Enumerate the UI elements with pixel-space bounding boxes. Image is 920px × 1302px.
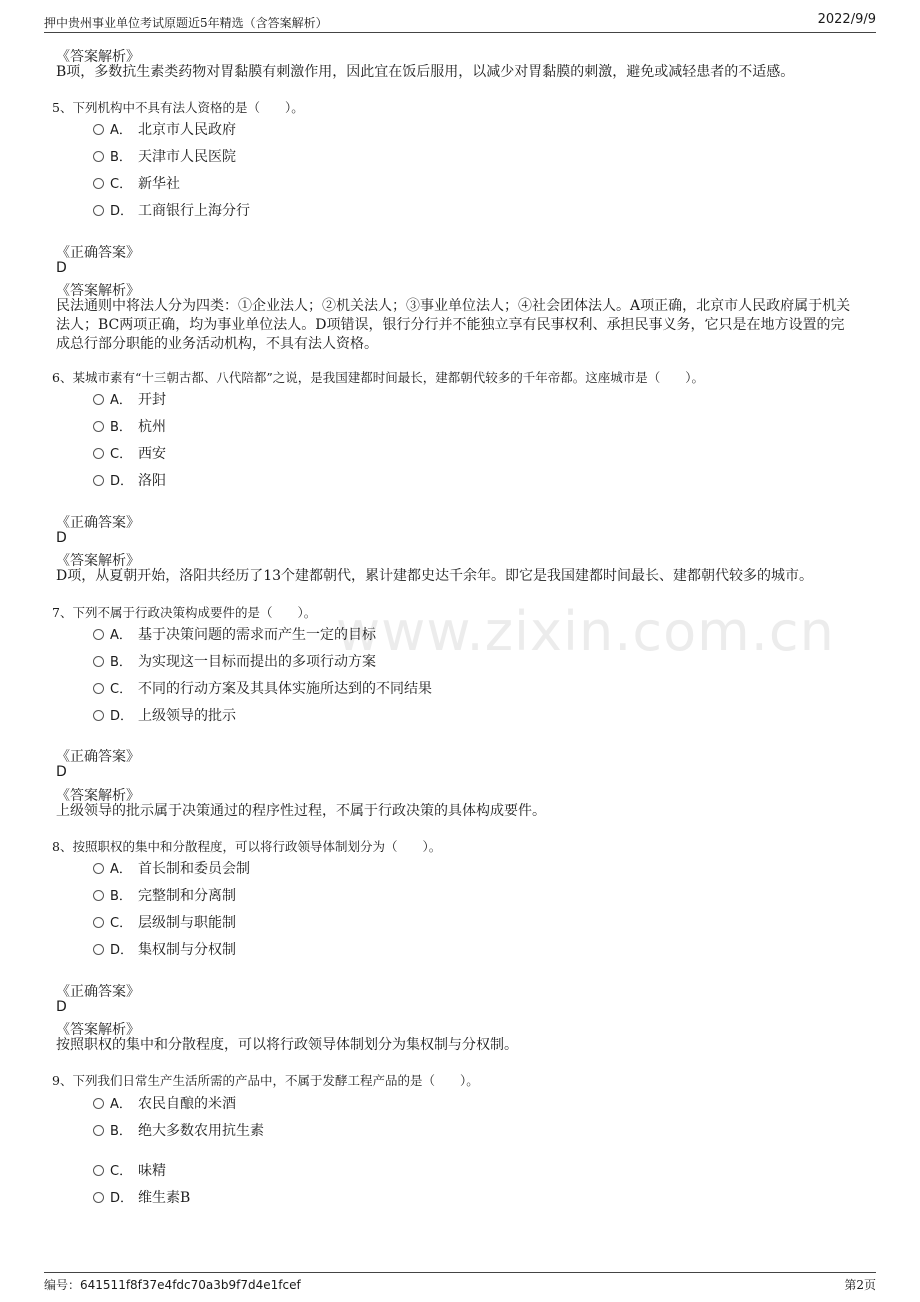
correct-answer-label: 《正确答案》 <box>56 515 140 531</box>
analysis-text: B项，多数抗生素类药物对胃黏膜有刺激作用，因此宜在饭后服用，以减少对胃黏膜的刺激，避免或减轻患者的不适感。 <box>56 64 795 80</box>
page-footer <box>44 1272 876 1293</box>
option-letter: B． <box>110 1124 132 1139</box>
option-letter: C． <box>110 1164 133 1179</box>
radio-icon[interactable] <box>93 944 104 955</box>
question-stem: 6、某城市素有“十三朝古都、八代陪都”之说，是我国建都时间最长，建都朝代较多的千年帝都。这座城市是（ ）。 <box>52 370 704 385</box>
option-a[interactable] <box>93 858 250 878</box>
correct-answer: D <box>56 530 67 546</box>
option-d[interactable] <box>93 705 236 725</box>
correct-answer: D <box>56 260 67 276</box>
radio-icon[interactable] <box>93 1192 104 1203</box>
question-stem: 5、下列机构中不具有法人资格的是（ ）。 <box>52 100 304 115</box>
correct-answer-label: 《正确答案》 <box>56 749 140 765</box>
radio-icon[interactable] <box>93 683 104 694</box>
option-text: 集权制与分权制 <box>138 942 236 958</box>
option-text: 西安 <box>138 446 166 462</box>
radio-icon[interactable] <box>93 475 104 486</box>
option-letter: C． <box>110 916 133 931</box>
option-letter: C． <box>110 177 133 192</box>
option-letter: C． <box>110 682 133 697</box>
option-letter: B． <box>110 655 132 670</box>
correct-answer-label: 《正确答案》 <box>56 984 140 1000</box>
option-a[interactable] <box>93 1093 236 1113</box>
option-text: 不同的行动方案及其具体实施所达到的不同结果 <box>138 681 432 697</box>
option-b[interactable] <box>93 651 376 671</box>
option-letter: C． <box>110 447 133 462</box>
option-letter: D． <box>110 709 134 724</box>
radio-icon[interactable] <box>93 1098 104 1109</box>
radio-icon[interactable] <box>93 1165 104 1176</box>
question-stem: 9、下列我们日常生产生活所需的产品中，不属于发酵工程产品的是（ ）。 <box>52 1073 479 1088</box>
option-b[interactable] <box>93 146 236 166</box>
watermark: www.zixin.com.cn <box>336 600 835 663</box>
option-text: 北京市人民政府 <box>138 122 236 138</box>
option-text: 绝大多数农用抗生素 <box>138 1123 264 1139</box>
option-a[interactable] <box>93 389 166 409</box>
option-text: 天津市人民医院 <box>138 149 236 165</box>
option-d[interactable] <box>93 939 236 959</box>
page-header <box>44 12 876 33</box>
correct-answer: D <box>56 999 67 1015</box>
option-text: 杭州 <box>138 419 166 435</box>
question-stem: 8、按照职权的集中和分散程度，可以将行政领导体制划分为（ ）。 <box>52 839 442 854</box>
option-letter: D． <box>110 204 134 219</box>
radio-icon[interactable] <box>93 448 104 459</box>
radio-icon[interactable] <box>93 629 104 640</box>
radio-icon[interactable] <box>93 656 104 667</box>
option-text: 开封 <box>138 392 166 408</box>
radio-icon[interactable] <box>93 1125 104 1136</box>
radio-icon[interactable] <box>93 917 104 928</box>
option-text: 为实现这一目标而提出的多项行动方案 <box>138 654 376 670</box>
option-text: 新华社 <box>138 176 180 192</box>
question-stem: 7、下列不属于行政决策构成要件的是（ ）。 <box>52 605 317 620</box>
radio-icon[interactable] <box>93 863 104 874</box>
analysis-text: 按照职权的集中和分散程度，可以将行政领导体制划分为集权制与分权制。 <box>56 1037 518 1053</box>
option-b[interactable] <box>93 1120 264 1140</box>
option-d[interactable] <box>93 200 250 220</box>
analysis-text: 民法通则中将法人分为四类：①企业法人；②机关法人；③事业单位法人；④社会团体法人。A项正确，北京市人民政府属于机关法人；BC两项正确，均为事业单位法人。D项错误，银行分行并不能独立享有民事权利、承担民事义务，它只是在地方设置的完成总行部分职能的业务活动机构，不具有法人资格。 <box>56 298 851 352</box>
option-text: 基于决策问题的需求而产生一定的目标 <box>138 627 376 643</box>
option-b[interactable] <box>93 416 166 436</box>
option-letter: D． <box>110 474 134 489</box>
option-text: 味精 <box>138 1163 166 1179</box>
radio-icon[interactable] <box>93 890 104 901</box>
option-d[interactable] <box>93 470 166 490</box>
analysis-label: 《答案解析》 <box>56 553 140 569</box>
analysis-label: 《答案解析》 <box>56 49 140 65</box>
option-letter: D． <box>110 943 134 958</box>
option-letter: A． <box>110 628 132 643</box>
radio-icon[interactable] <box>93 421 104 432</box>
document-date: 2022/9/9 <box>817 12 876 27</box>
option-text: 层级制与职能制 <box>138 915 236 931</box>
radio-icon[interactable] <box>93 151 104 162</box>
radio-icon[interactable] <box>93 205 104 216</box>
option-c[interactable] <box>93 443 166 463</box>
option-c[interactable] <box>93 912 236 932</box>
option-text: 完整制和分离制 <box>138 888 236 904</box>
document-code-value: 641511f8f37e4fdc70a3b9f7d4e1fcef <box>80 1278 301 1292</box>
document-code-label: 编号： <box>44 1278 81 1292</box>
option-text: 洛阳 <box>138 473 166 489</box>
option-letter: B． <box>110 150 132 165</box>
document-code <box>44 1276 301 1293</box>
option-letter: A． <box>110 1097 132 1112</box>
analysis-text: D项，从夏朝开始，洛阳共经历了13个建都朝代，累计建都史达千余年。即它是我国建都时间最长、建都朝代较多的城市。 <box>56 568 814 584</box>
option-b[interactable] <box>93 885 236 905</box>
analysis-label: 《答案解析》 <box>56 788 140 804</box>
analysis-label: 《答案解析》 <box>56 283 140 299</box>
option-letter: A． <box>110 862 132 877</box>
option-text: 上级领导的批示 <box>138 708 236 724</box>
option-a[interactable] <box>93 119 236 139</box>
correct-answer: D <box>56 764 67 780</box>
page-number: 第2页 <box>844 1278 876 1292</box>
option-text: 工商银行上海分行 <box>138 203 250 219</box>
option-c[interactable] <box>93 173 180 193</box>
option-d[interactable] <box>93 1187 190 1207</box>
radio-icon[interactable] <box>93 710 104 721</box>
radio-icon[interactable] <box>93 124 104 135</box>
option-text: 农民自酿的米酒 <box>138 1096 236 1112</box>
option-letter: B． <box>110 420 132 435</box>
option-letter: B． <box>110 889 132 904</box>
option-letter: A． <box>110 123 132 138</box>
option-letter: D． <box>110 1191 134 1206</box>
correct-answer-label: 《正确答案》 <box>56 245 140 261</box>
analysis-text: 上级领导的批示属于决策通过的程序性过程，不属于行政决策的具体构成要件。 <box>56 803 546 819</box>
option-letter: A． <box>110 393 132 408</box>
document-title: 押中贵州事业单位考试原题近5年精选（含答案解析） <box>44 16 328 30</box>
option-text: 首长制和委员会制 <box>138 861 250 877</box>
option-text: 维生素B <box>138 1190 191 1206</box>
radio-icon[interactable] <box>93 178 104 189</box>
option-c[interactable] <box>93 678 432 698</box>
option-c[interactable] <box>93 1160 166 1180</box>
analysis-label: 《答案解析》 <box>56 1022 140 1038</box>
radio-icon[interactable] <box>93 394 104 405</box>
option-a[interactable] <box>93 624 376 644</box>
